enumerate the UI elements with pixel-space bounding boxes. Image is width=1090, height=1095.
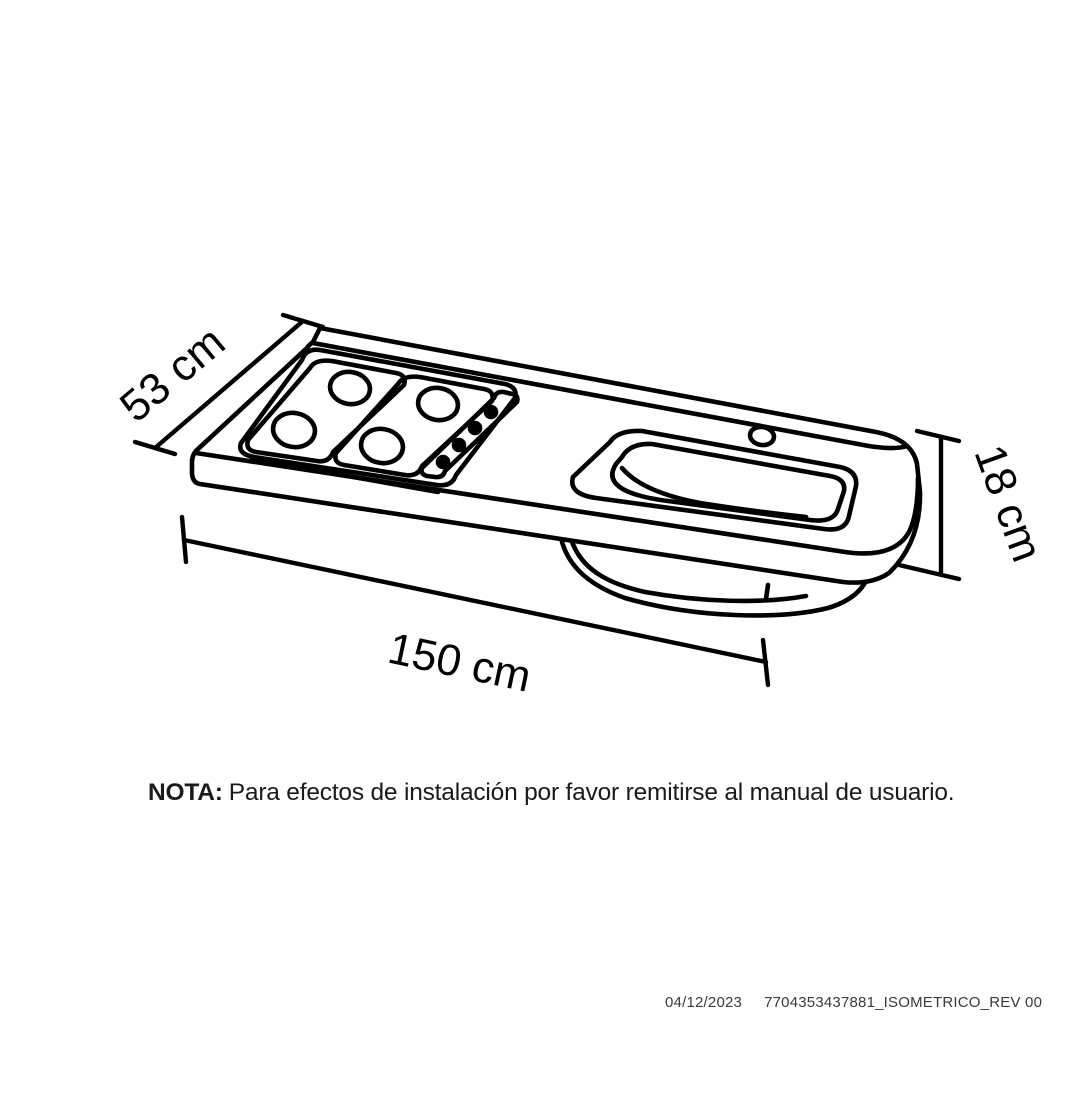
dimension-depth-cap-bottom xyxy=(135,442,175,454)
note-label: NOTA: xyxy=(148,779,223,806)
knob-dot-2 xyxy=(468,421,483,436)
dimension-height-ext-top xyxy=(917,431,959,441)
dimension-depth-cap-top xyxy=(283,315,323,327)
footer xyxy=(665,994,1042,1011)
dimension-height-ext-bottom xyxy=(899,565,959,579)
dimension-depth-label: 53 cm xyxy=(110,317,235,432)
dimension-height-label: 18 cm xyxy=(964,438,1052,569)
countertop xyxy=(192,328,920,583)
dimension-length-cap-left xyxy=(182,517,186,562)
footer-date: 04/12/2023 xyxy=(665,994,743,1011)
countertop-silhouette xyxy=(192,328,920,583)
knob-dot-1 xyxy=(484,405,499,420)
dimension-length-cap-right xyxy=(763,640,768,685)
dimension-length-label: 150 cm xyxy=(383,623,536,702)
knob-dot-3 xyxy=(452,438,467,453)
sink-bowl-tick xyxy=(766,585,768,599)
note-text: Para efectos de instalación por favor remitirse al manual de usuario. xyxy=(228,779,955,806)
footer-reference: 7704353437881_ISOMETRICO_REV 00 xyxy=(764,994,1043,1011)
installation-note xyxy=(148,779,954,807)
knob-dot-4 xyxy=(436,455,451,470)
